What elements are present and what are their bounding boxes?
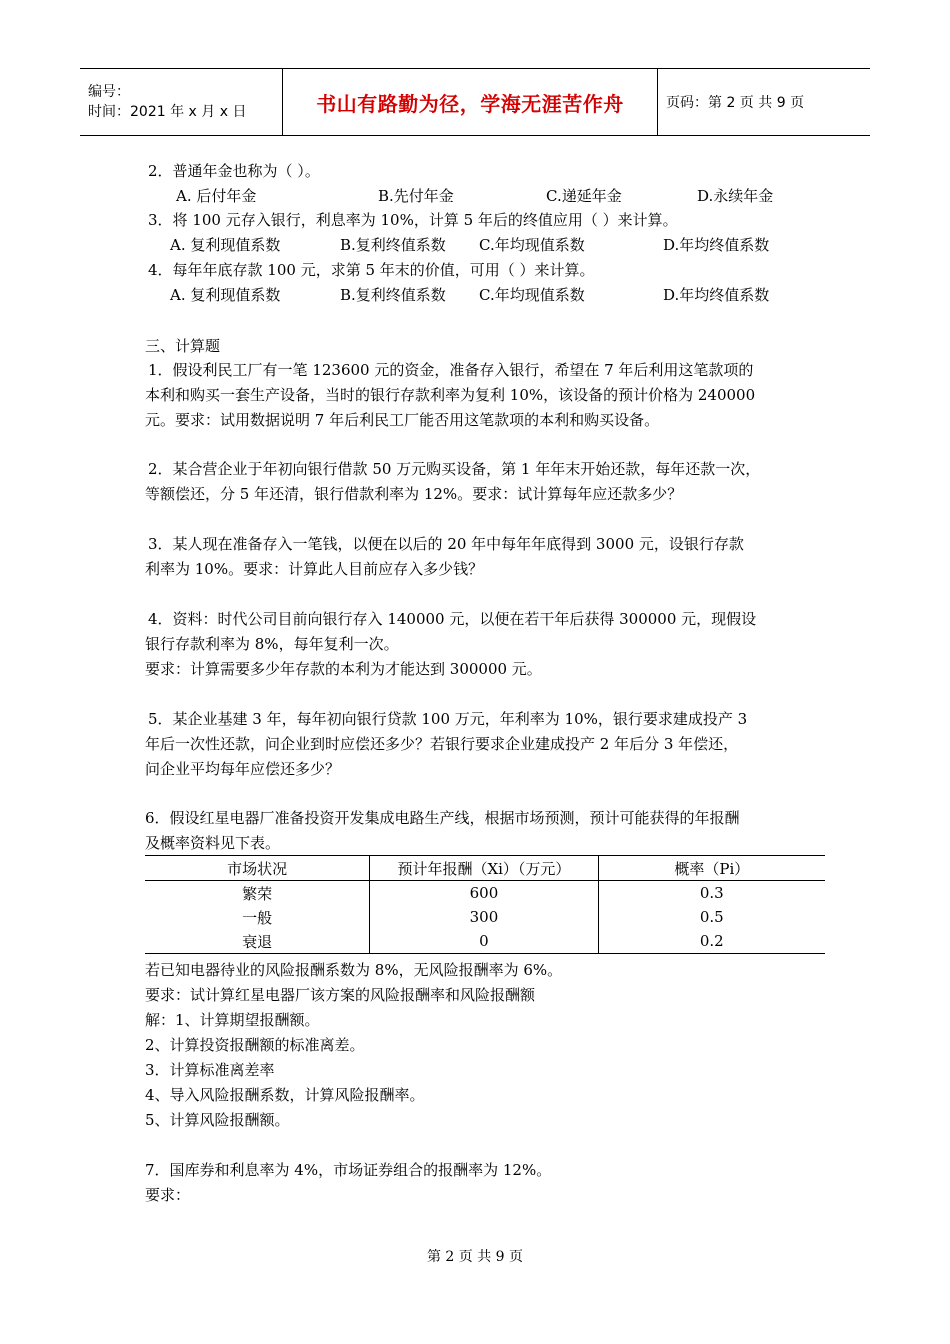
calc-question-3-line-2: 利率为 10%。要求：计算此人目前应存入多少钱？ [145,560,484,578]
choice-question-2-option-d: D.永续年金 [697,187,774,205]
calc-question-1-line-2: 本利和购买一套生产设备，当时的银行存款利率为复利 10%，该设备的预计价格为 240000 [145,386,756,404]
calc-question-5-line-3: 问企业平均每年应偿还多少？ [145,760,341,778]
header-time: 时间：2021 年 x 月 x 日 [88,104,247,120]
choice-question-4-stem: 4．每年年底存款 100 元，求第 5 年末的价值，可用（ ）来计算。 [148,261,595,279]
header-page-cell [658,69,870,135]
calc-question-2-line-2: 等额偿还，分 5 年还清，银行借款利率为 12%。要求：试计算每年应还款多少？ [145,485,683,503]
returns-probability-table [145,855,825,954]
calc-question-3-line-1: 3．某人现在准备存入一笔钱，以便在以后的 20 年中每年年底得到 3000 元，设银行存款 [148,535,744,553]
calc-question-6-condition: 若已知电器待业的风险报酬系数为 8%，无风险报酬率为 6%。 [145,961,563,979]
calc-question-5-line-1: 5．某企业基建 3 年，每年初向银行贷款 100 万元，年利率为 10%，银行要求建成投产 3 [148,710,748,728]
choice-question-3-option-c: C.年均现值系数 [479,236,585,254]
calc-question-1-line-3: 元。要求：试用数据说明 7 年后利民工厂能否用这笔款项的本利和购买设备。 [145,411,660,429]
header-motto-cell [283,69,658,135]
calc-question-7-line-1: 7．国库券和利息率为 4%，市场证券组合的报酬率为 12%。 [145,1161,552,1179]
header-number: 编号： [88,84,130,100]
solution-step-4: 4、导入风险报酬系数，计算风险报酬率。 [145,1086,425,1104]
choice-question-4-option-c: C.年均现值系数 [479,286,585,304]
table-cell: 0 [370,929,598,954]
table-header-cell: 预计年报酬（Xi）（万元） [370,856,598,881]
table-row [145,929,825,954]
choice-question-2-option-c: C.递延年金 [546,187,622,205]
table-cell: 衰退 [145,929,370,954]
choice-question-3-option-a: A. 复利现值系数 [170,236,281,254]
calc-question-1-line-1: 1．假设利民工厂有一笔 123600 元的资金，准备存入银行，希望在 7 年后利用这笔款项的 [148,361,754,379]
header-motto: 书山有路勤为径，学海无涯苦作舟 [316,91,624,116]
choice-question-3-option-b: B.复利终值系数 [340,236,446,254]
choice-question-2-option-b: B.先付年金 [378,187,454,205]
table-cell: 0.3 [699,884,724,902]
calc-question-2-line-1: 2．某合营企业于年初向银行借款 50 万元购买设备，第 1 年年末开始还款，每年还款一次， [148,460,761,478]
calc-question-6-requirement: 要求：试计算红星电器厂该方案的风险报酬率和风险报酬额 [145,986,536,1004]
table-cell: 繁荣 [145,881,370,906]
calc-question-6-line-2: 及概率资料见下表。 [145,834,281,852]
choice-question-4-option-d: D.年均终值系数 [663,286,770,304]
calc-question-4-line-3: 要求：计算需要多少年存款的本利为才能达到 300000 元。 [145,660,542,678]
calc-question-4-line-1: 4．资料：时代公司目前向银行存入 140000 元，以便在若干年后获得 300000 元，现假设 [148,610,757,628]
calc-question-6-line-1: 6．假设红星电器厂准备投资开发集成电路生产线，根据市场预测，预计可能获得的年报酬 [145,809,740,827]
header-page-number: 页码：第 2 页 共 9 页 [666,95,805,111]
choice-question-2-option-a: A. 后付年金 [176,187,257,205]
table-cell: 一般 [145,905,370,929]
table-cell: 300 [370,905,598,929]
calc-question-5-line-2: 年后一次性还款，问企业到时应偿还多少？若银行要求企业建成投产 2 年后分 3 年偿还， [145,735,739,753]
table-cell: 0.5 [699,908,724,926]
choice-question-3-stem: 3．将 100 元存入银行，利息率为 10%，计算 5 年后的终值应用（ ）来计算。 [148,211,678,229]
section-title: 三、计算题 [145,337,221,355]
choice-question-3-option-d: D.年均终值系数 [663,236,770,254]
page-header [80,68,870,136]
solution-step-3: 3．计算标准离差率 [145,1061,275,1079]
solution-step-2: 2、计算投资报酬额的标准离差。 [145,1036,365,1054]
solution-step-1: 解：1、计算期望报酬额。 [145,1011,320,1029]
table-header-cell: 概率（Pi） [598,856,825,881]
table-cell: 600 [370,881,598,906]
calc-question-7-line-2: 要求： [145,1186,191,1204]
table-header-cell: 市场状况 [145,856,370,881]
choice-question-4-option-b: B.复利终值系数 [340,286,446,304]
calc-question-4-line-2: 银行存款利率为 8%，每年复利一次。 [145,635,399,653]
header-meta [80,69,283,135]
table-row [145,905,825,929]
table-header-row [145,856,825,881]
choice-question-4-option-a: A. 复利现值系数 [170,286,281,304]
table-cell: 0.2 [598,929,825,954]
table-row [145,881,825,906]
page-footer: 第 2 页 共 9 页 [426,1249,524,1265]
choice-question-2-stem: 2．普通年金也称为（ ）。 [148,162,320,180]
solution-step-5: 5、计算风险报酬额。 [145,1111,290,1129]
